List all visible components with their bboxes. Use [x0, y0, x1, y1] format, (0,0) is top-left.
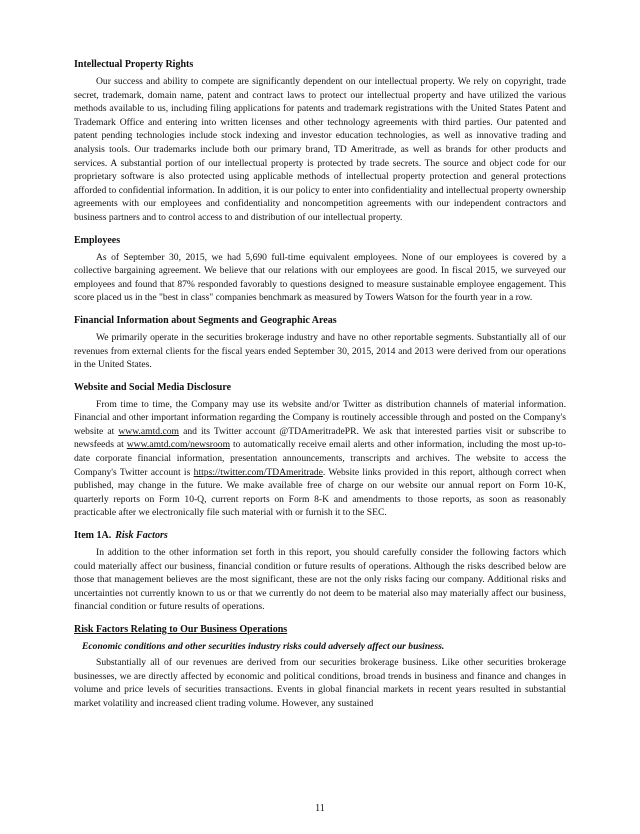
twitter-link[interactable]: https://twitter.com/TDAmeritrade [193, 466, 323, 478]
website-text-4: . Website links provided in this report, although correct when published, may change in the future. We make available free of charge on our website our annual report on Form 10-K, quarterly reports on Form 10-Q, current reports on Form 8-K and amendments to those reports, as soon as reasonably practicable after we electronically file such material with or furnish it to the SEC. [74, 466, 566, 519]
ip-section [74, 58, 566, 225]
risk-ops-subheading: Economic conditions and other securities industry risks could adversely affect our business. [82, 640, 445, 652]
amtd-website-link[interactable]: www.amtd.com [118, 425, 180, 437]
employees-section [74, 234, 566, 305]
item1a-section [74, 529, 566, 614]
website-paragraph [74, 398, 566, 520]
financial-heading: Financial Information about Segments and Geographic Areas [74, 314, 337, 326]
risk-ops-paragraph: Substantially all of our revenues are derived from our securities brokerage business. Like other securities brokerage businesses, we are directly affected by economic and political conditions, broad trends in business and finance and changes in volume and price levels of securities transactions. Events in global financial markets in recent years resulted in substantial market volatility and increased client trading volume. However, any sustained [74, 657, 566, 709]
website-text-3: to automatically receive email alerts and other information, including the most up-to-date corporate financial information, presentation announcements, transcripts and archives. The website to access the Company's Twitter account is [74, 439, 566, 478]
website-text-2: and its Twitter account @TDAmeritradePR. We ask that interested parties visit or subscribe to newsfeeds at [74, 425, 566, 451]
newsroom-link[interactable]: www.amtd.com/newsroom [126, 439, 231, 451]
item1a-title: Risk Factors [115, 530, 168, 542]
ip-paragraph: Our success and ability to compete are significantly dependent on our intellectual property. We rely on copyright, trade secret, trademark, domain name, patent and contract laws to protect our intellectual property and have utilized the various methods available to us, including filing applications for patents and trademark registrations with the United States Patent and Trademark Office and entering into written licenses and other technology agreements with third parties. Our patented and patent pending technologies include stock indexing and investor education technologies, as well as innovative trading and analysis tools. Our trademarks include both our primary brand, TD Ameritrade, as well as brands for other products and services. A substantial portion of our intellectual property is protected by trade secrets. The source and object code for our proprietary software is also protected using applicable methods of intellectual property protection and general protections afforded to confidential information. In addition, it is our policy to enter into confidentiality and intellectual property ownership agreements with our employees and confidentiality and noncompetition agreements with our independent contractors and business partners and to control access to and distribution of our intellectual property. [74, 76, 566, 223]
risk-ops-heading: Risk Factors Relating to Our Business Operations [74, 624, 288, 635]
financial-section [74, 314, 566, 372]
risk-ops-section [74, 623, 566, 711]
ip-heading: Intellectual Property Rights [74, 59, 194, 70]
item1a-paragraph: In addition to the other information set forth in this report, you should carefully consider the following factors which could materially affect our business, financial condition or future results of operations. Although the risks described below are those that management believes are the most significant, these are not the only risks facing our company. Additional risks and uncertainties not currently known to us or that we currently do not deem to be material also may materially affect our business, financial condition or future results of operations. [74, 547, 566, 613]
website-text-1: From time to time, the Company may use its website and/or Twitter as distribution channels of material information. Financial and other important information regarding the Company is routinely accessible through and posted on the Company's website at [74, 398, 566, 437]
employees-paragraph: As of September 30, 2015, we had 5,690 full-time equivalent employees. None of our employees is covered by a collective bargaining agreement. We believe that our relations with our employees are good. In fiscal 2015, we surveyed our employees and found that 87% responded favorably to questions designed to measure sustainable employee engagement. This score placed us in the "best in class" companies benchmark as measured by Towers Watson for the fourth year in a row. [74, 251, 566, 304]
website-heading: Website and Social Media Disclosure [74, 381, 232, 393]
document-page [74, 58, 566, 720]
item1a-label: Item 1A. [74, 530, 112, 542]
website-section [74, 381, 566, 520]
employees-heading: Employees [74, 234, 121, 246]
financial-paragraph: We primarily operate in the securities brokerage industry and have no other reportable segments. Substantially all of our revenues from external clients for the fiscal years ended September 30, 2015, 2014 and 2013 were derived from our operations in the United States. [74, 331, 566, 371]
page-number: 11 [315, 803, 325, 814]
item1a-heading [74, 529, 566, 542]
